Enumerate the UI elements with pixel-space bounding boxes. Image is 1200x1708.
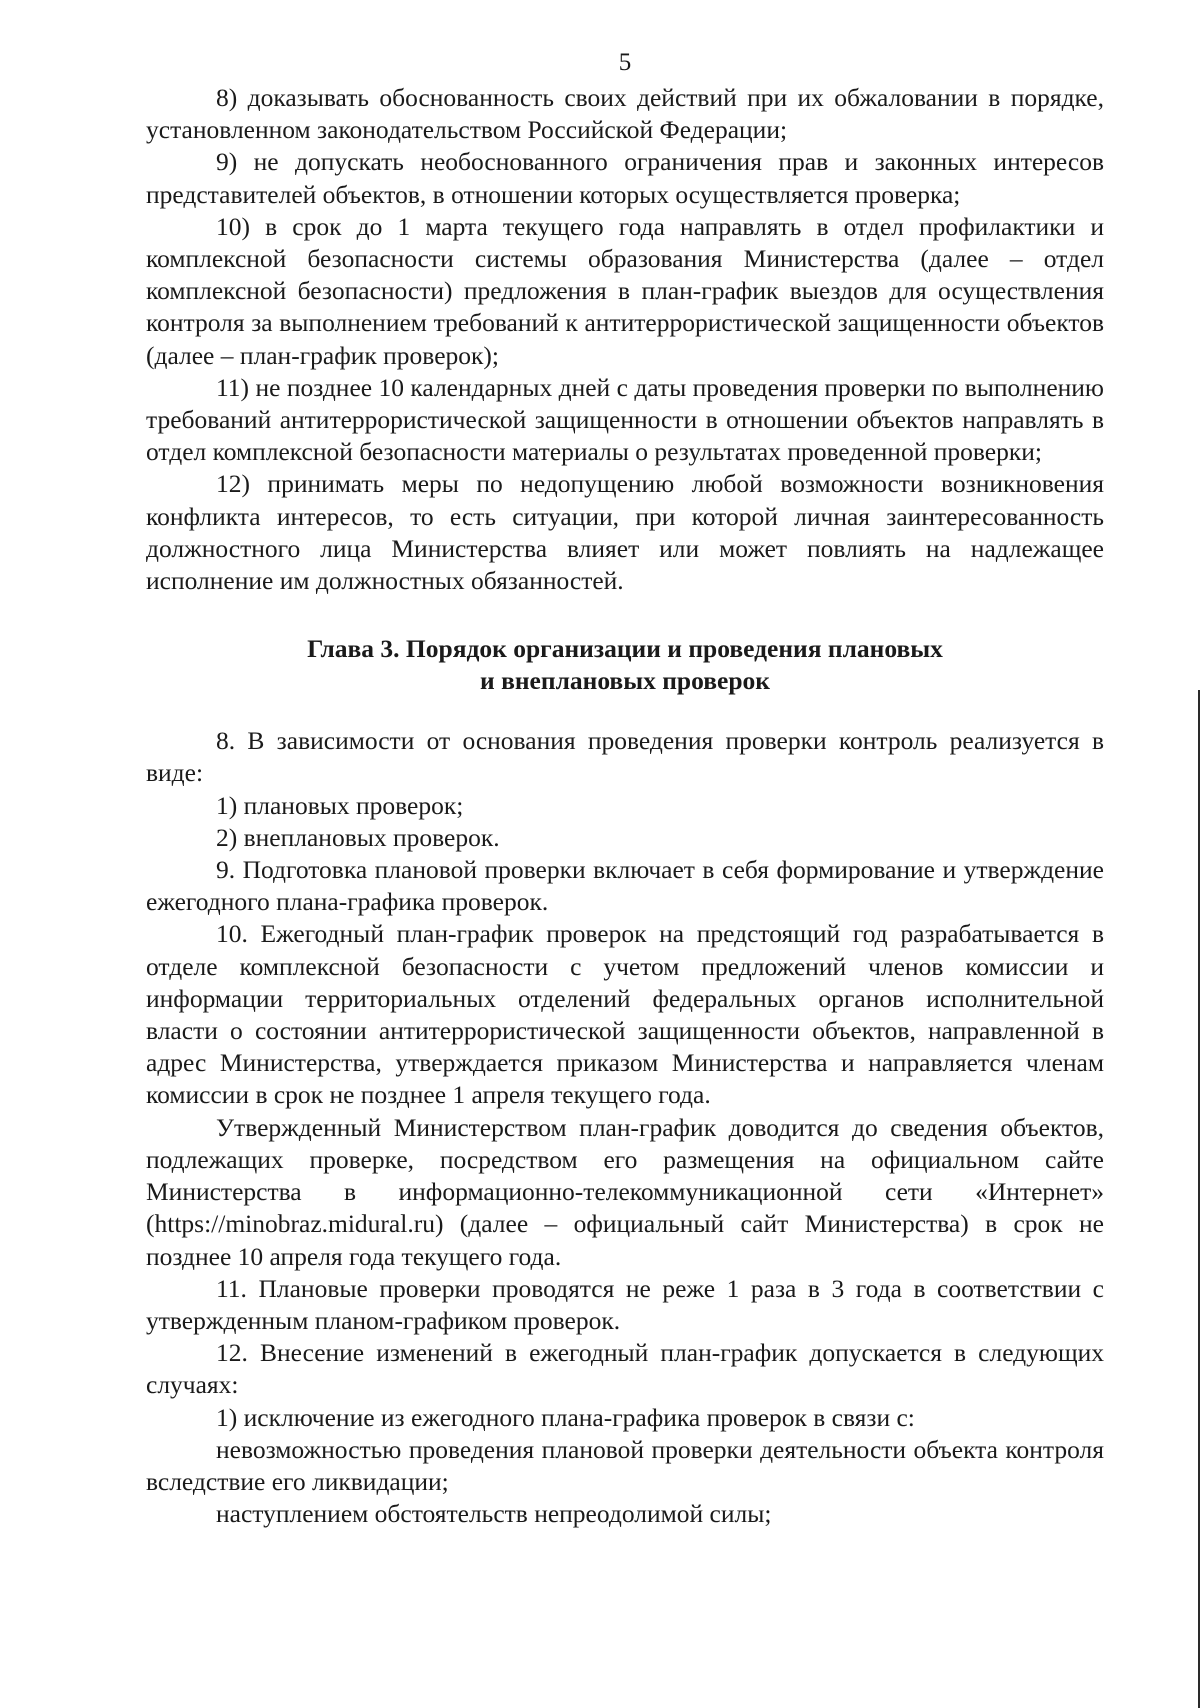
- paragraph: 11. Плановые проверки проводятся не реже 1 раза в 3 года в соответствии с утвержденным планом-графиком проверок.: [146, 1273, 1104, 1335]
- paragraph: 9. Подготовка плановой проверки включает в себя формирование и утверждение ежегодного плана-графика проверок.: [146, 855, 1104, 917]
- paragraph: 2) внеплановых проверок.: [216, 822, 500, 852]
- paragraph: 10) в срок до 1 марта текущего года направлять в отдел профилактики и комплексной безопасности системы образования Министерства (далее – отдел комплексной безопасности) предложения в план-график выездов для осуществления контроля за выполнением требований к антитеррористической защищенности объектов (далее – план-график проверок);: [146, 211, 1104, 370]
- paragraph: 12. Внесение изменений в ежегодный план-график допускается в следующих случаях:: [146, 1338, 1104, 1400]
- paragraph: 8. В зависимости от основания проведения проверки контроль реализуется в виде:: [146, 726, 1104, 788]
- paragraph: Утвержденный Министерством план-график доводится до сведения объектов, подлежащих проверке, посредством его размещения на официальном сайте Министерства в информационно-телекоммуникационной сети «Интернет» (https://minobraz.midural.ru) (далее – официальный сайт Министерства) в срок не позднее 10 апреля года текущего года.: [146, 1112, 1104, 1271]
- paragraph: 1) исключение из ежегодного плана-графика проверок в связи с:: [216, 1402, 915, 1432]
- paragraph: 11) не позднее 10 календарных дней с даты проведения проверки по выполнению требований антитеррористической защищенности в отношении объектов направлять в отдел комплексной безопасности материалы о результатах проведенной проверки;: [146, 372, 1104, 467]
- paragraph: наступлением обстоятельств непреодолимой силы;: [216, 1499, 772, 1529]
- paragraph: 10. Ежегодный план-график проверок на предстоящий год разрабатывается в отделе комплексной безопасности с учетом предложений членов комиссии и информации территориальных отделений федеральных органов исполнительной власти о состоянии антитеррористической защищенности объектов, направленной в адрес Министерства, утверждается приказом Министерства и направляется членам комиссии в срок не позднее 1 апреля текущего года.: [146, 919, 1104, 1110]
- duties-list: [146, 82, 1104, 597]
- chapter-body: [146, 725, 1104, 1530]
- paragraph: невозможностью проведения плановой проверки деятельности объекта контроля вследствие его ликвидации;: [146, 1434, 1104, 1496]
- chapter-heading-line: и внеплановых проверок: [480, 666, 770, 696]
- paragraph: 9) не допускать необоснованного ограничения прав и законных интересов представителей объектов, в отношении которых осуществляется проверка;: [146, 147, 1104, 209]
- page-number: 5: [618, 49, 632, 76]
- chapter-heading: [146, 633, 1104, 697]
- paragraph: 1) плановых проверок;: [216, 790, 464, 820]
- paragraph: 12) принимать меры по недопущению любой возможности возникновения конфликта интересов, то есть ситуации, при которой личная заинтересованность должностного лица Министерства влияет или может повлиять на надлежащее исполнение им должностных обязанностей.: [146, 469, 1104, 596]
- paragraph: 8) доказывать обоснованность своих действий при их обжаловании в порядке, установленном законодательством Российской Федерации;: [146, 83, 1104, 145]
- chapter-heading-line: Глава 3. Порядок организации и проведения плановых: [307, 634, 943, 664]
